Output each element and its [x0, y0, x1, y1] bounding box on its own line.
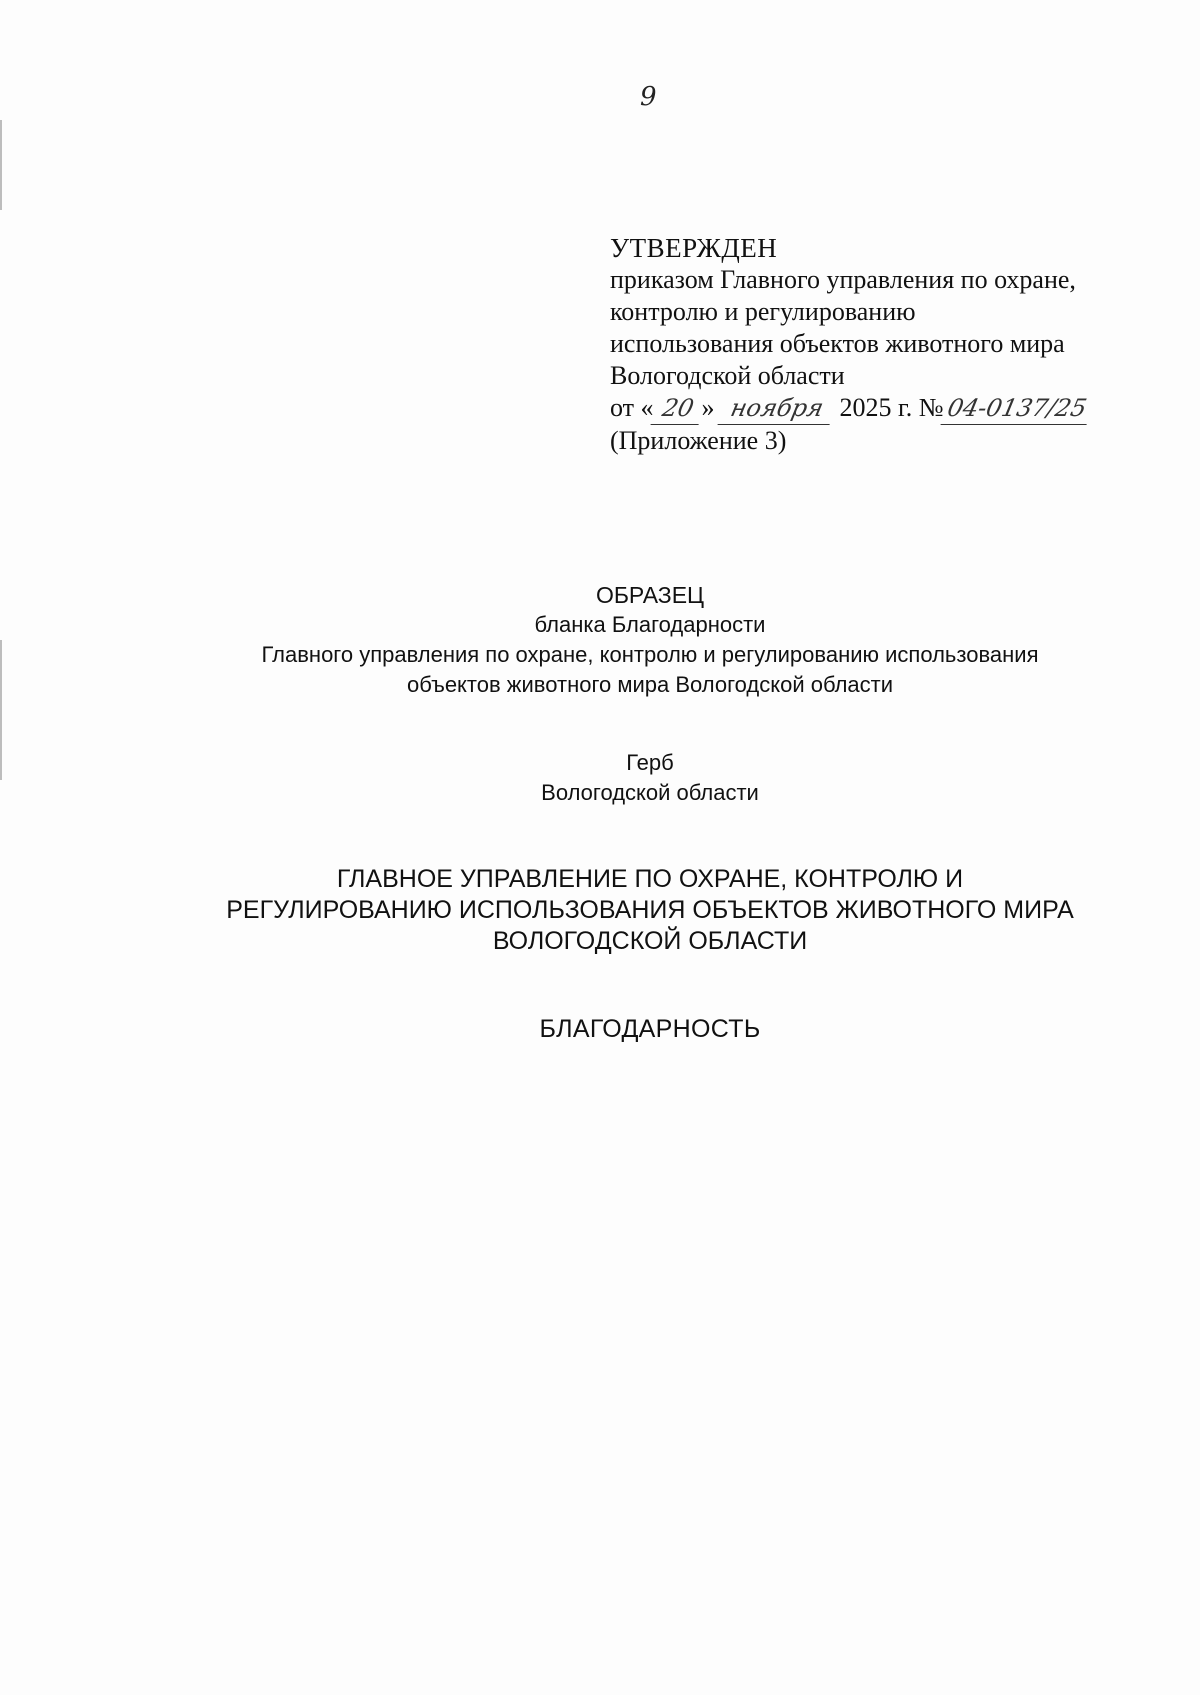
sample-heading-block [150, 580, 1150, 700]
approval-date-line [610, 392, 1170, 425]
date-prefix: от « [610, 393, 654, 422]
approval-line-2: контролю и регулированию [610, 297, 916, 326]
handwritten-month: ноября [718, 392, 837, 425]
date-year-number-label: 2025 г. № [839, 393, 944, 422]
sample-title: ОБРАЗЕЦ [595, 582, 705, 608]
scan-edge-mark [0, 640, 2, 780]
sample-line-3: объектов животного мира Вологодской области [406, 672, 894, 697]
approval-line-3: использования объектов животного мира [610, 329, 1065, 358]
coat-of-arms-line-1: Герб [626, 750, 674, 775]
approval-title: УТВЕРЖДЕН [610, 233, 778, 263]
handwritten-day: 20 [650, 392, 705, 425]
document-title: БЛАГОДАРНОСТЬ [539, 1015, 761, 1043]
coat-of-arms-placeholder [150, 748, 1150, 808]
approval-appendix: (Приложение 3) [610, 426, 787, 455]
organization-line-3: ВОЛОГОДСКОЙ ОБЛАСТИ [492, 927, 808, 955]
scan-edge-mark [0, 120, 2, 210]
approval-stamp-block [610, 232, 1170, 457]
sample-line-1: бланка Благодарности [534, 612, 766, 637]
page-number: 9 [640, 82, 657, 112]
organization-line-2: РЕГУЛИРОВАНИЮ ИСПОЛЬЗОВАНИЯ ОБЪЕКТОВ ЖИВОТНОГО МИРА [226, 896, 1074, 924]
handwritten-order-number: 04-0137/25 [940, 392, 1093, 425]
sample-line-2: Главного управления по охране, контролю и регулированию использования [261, 642, 1039, 667]
approval-line-4: Вологодской области [610, 361, 845, 390]
approval-line-1: приказом Главного управления по охране, [610, 265, 1076, 294]
coat-of-arms-line-2: Вологодской области [541, 780, 759, 805]
organization-line-1: ГЛАВНОЕ УПРАВЛЕНИЕ ПО ОХРАНЕ, КОНТРОЛЮ И [336, 865, 964, 893]
organization-name-block [100, 864, 1200, 957]
date-quote-close: » [701, 393, 715, 422]
